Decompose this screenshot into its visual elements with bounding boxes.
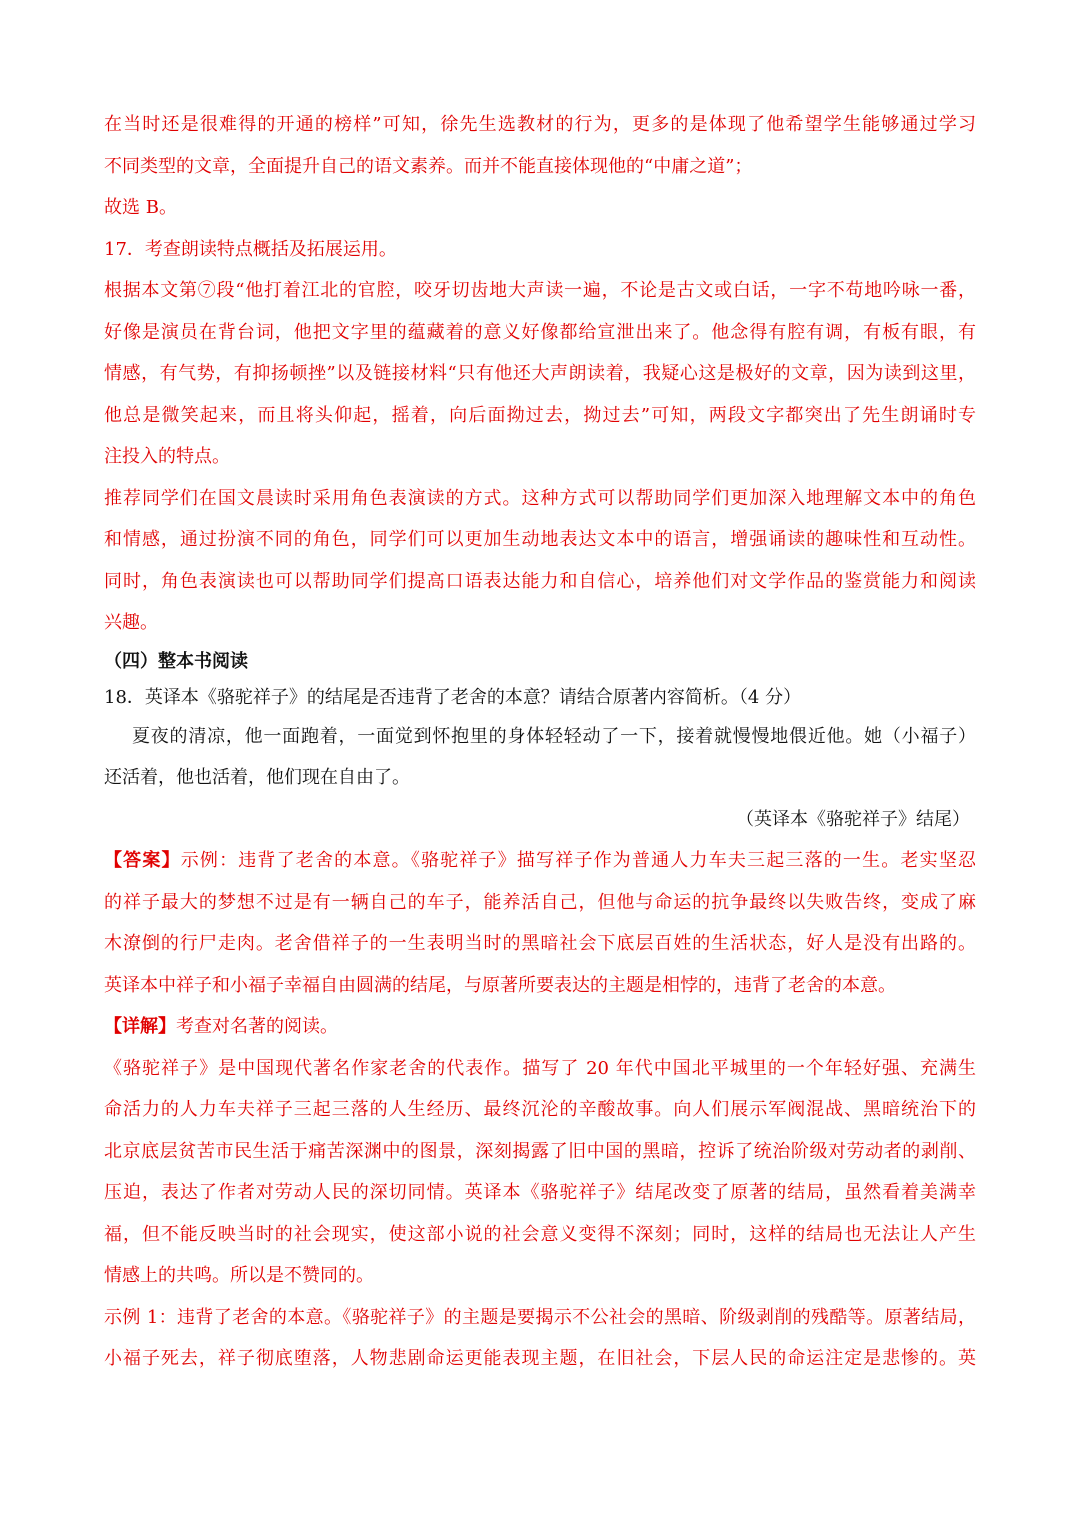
detail-line: 压迫，表达了作者对劳动人民的深切同情。英译本《骆驼祥子》结尾改变了原著的结局，虽然看着美满幸 — [104, 1182, 976, 1203]
detail-label: 【详解】 — [104, 1016, 176, 1037]
example-line: 示例 1：违背了老舍的本意。《骆驼祥子》的主题是要揭示不公社会的黑暗、阶级剥削的残酷等。原著结局， — [104, 1306, 976, 1328]
question-17-title: 17．考查朗读特点概括及拓展运用。 — [104, 238, 397, 260]
answer-label: 【答案】 — [104, 850, 181, 871]
text-line: 他总是微笑起来，而且将头仰起，摇着，向后面拗过去，拗过去”可知，两段文字都突出了先生朗诵时专 — [104, 404, 976, 426]
answer-line: 木潦倒的行尸走肉。老舍借祥子的一生表明当时的黑暗社会下底层百姓的生活状态，好人是没有出路的。 — [104, 933, 976, 954]
quote-source: （英译本《骆驼祥子》结尾） — [736, 808, 970, 830]
answer-line — [104, 840, 976, 882]
text-line: 根据本文第⑦段“他打着江北的官腔，咬牙切齿地大声读一遍，不论是古文或白话，一字不苟地吟咏一番， — [104, 280, 976, 301]
text-line: 和情感，通过扮演不同的角色，同学们可以更加生动地表达文本中的语言，增强诵读的趣味性和互动性。 — [104, 529, 976, 550]
example-line: 小福子死去，祥子彻底堕落，人物悲剧命运更能表现主题，在旧社会，下层人民的命运注定是悲惨的。英 — [104, 1348, 976, 1369]
text-line: 不同类型的文章，全面提升自己的语文素养。而并不能直接体现他的“中庸之道”； — [104, 155, 753, 177]
document-page — [104, 104, 976, 1380]
text-line: 情感，有气势，有抑扬顿挫”以及链接材料“只有他还大声朗读着，我疑心这是极好的文章，因为读到这里， — [104, 363, 976, 384]
question-18-title: 18．英译本《骆驼祥子》的结尾是否违背了老舍的本意？请结合原著内容简析。（4 分） — [104, 686, 802, 708]
detail-line — [104, 1006, 976, 1048]
quote-line: 夏夜的清凉，他一面跑着，一面觉到怀抱里的身体轻轻动了一下，接着就慢慢地偎近他。她（小福子） — [132, 725, 976, 747]
answer-line: 的祥子最大的梦想不过是有一辆自己的车子，能养活自己，但他与命运的抗争最终以失败告终，变成了麻 — [104, 891, 976, 913]
text-line: 兴趣。 — [104, 612, 158, 633]
text-line: 好像是演员在背台词，他把文字里的蕴藏着的意义好像都给宣泄出来了。他念得有腔有调，有板有眼，有 — [104, 321, 976, 343]
detail-text: 考查对名著的阅读。 — [176, 1016, 338, 1037]
quote-line: 还活着，他也活着，他们现在自由了。 — [104, 767, 410, 788]
answer-text: 示例：违背了老舍的本意。《骆驼祥子》描写祥子作为普通人力车夫三起三落的一生。老实坚忍 — [180, 850, 976, 871]
text-line: 在当时还是很难得的开通的榜样”可知，徐先生选教材的行为，更多的是体现了他希望学生能够通过学习 — [104, 114, 976, 135]
answer-choice: 故选 B。 — [104, 197, 177, 218]
section-heading: （四）整本书阅读 — [104, 650, 248, 672]
detail-line: 北京底层贫苦市民生活于痛苦深渊中的图景，深刻揭露了旧中国的黑暗，控诉了统治阶级对劳动者的剥削、 — [104, 1140, 976, 1162]
detail-line: 福，但不能反映当时的社会现实，使这部小说的社会意义变得不深刻；同时，这样的结局也无法让人产生 — [104, 1223, 976, 1245]
text-line: 同时，角色表演读也可以帮助同学们提高口语表达能力和自信心，培养他们对文学作品的鉴赏能力和阅读 — [104, 570, 976, 592]
text-line: 推荐同学们在国文晨读时采用角色表演读的方式。这种方式可以帮助同学们更加深入地理解文本中的角色 — [104, 487, 976, 509]
detail-line: 情感上的共鸣。所以是不赞同的。 — [104, 1265, 374, 1286]
detail-line: 命活力的人力车夫祥子三起三落的人生经历、最终沉沦的辛酸故事。向人们展示军阀混战、黑暗统治下的 — [104, 1099, 976, 1120]
answer-line: 英译本中祥子和小福子幸福自由圆满的结尾，与原著所要表达的主题是相悖的，违背了老舍的本意。 — [104, 974, 896, 996]
text-line: 注投入的特点。 — [104, 446, 230, 467]
detail-line: 《骆驼祥子》是中国现代著名作家老舍的代表作。描写了 20 年代中国北平城里的一个年轻好强、充满生 — [104, 1057, 976, 1079]
